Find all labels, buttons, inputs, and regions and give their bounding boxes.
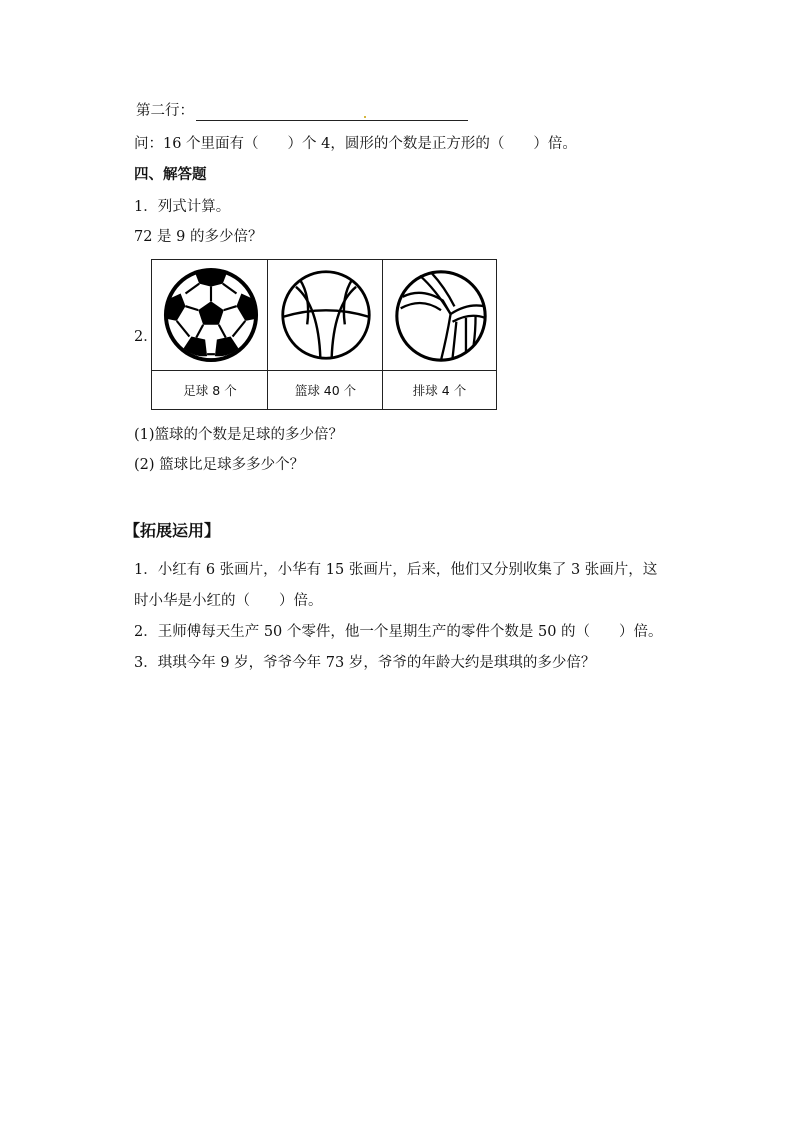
mark-dot bbox=[364, 116, 366, 118]
q1-title: 1．列式计算。 bbox=[134, 199, 231, 215]
q2-sub2: (2) 篮球比足球多多少个？ bbox=[134, 457, 305, 473]
ext-p1-line1: 1．小红有 6 张画片，小华有 15 张画片，后来，他们又分别收集了 3 张画片，这 bbox=[134, 562, 658, 578]
section-heading: 四、解答题 bbox=[134, 167, 207, 183]
soccer-ball-icon bbox=[162, 266, 260, 364]
ext-p1-line2: 时小华是小红的（ ）倍。 bbox=[134, 593, 323, 609]
row2-line bbox=[136, 101, 468, 121]
soccer-caption: 足球 8 个 bbox=[183, 383, 237, 398]
extension-heading: 【拓展运用】 bbox=[124, 521, 221, 540]
q2-sub1: (1)篮球的个数是足球的多少倍？ bbox=[134, 427, 344, 443]
question-16: 问：16 个里面有（ ）个 4，圆形的个数是正方形的（ ）倍。 bbox=[134, 136, 577, 152]
row2-label: 第二行： bbox=[136, 103, 194, 119]
volleyball-caption: 排球 4 个 bbox=[412, 383, 467, 398]
basketball-caption: 篮球 40 个 bbox=[294, 383, 357, 398]
ext-p2: 2．王师傅每天生产 50 个零件，他一个星期生产的零件个数是 50 的（ ）倍。 bbox=[134, 624, 663, 640]
volleyball-icon bbox=[393, 268, 489, 364]
basketball-icon bbox=[279, 268, 373, 362]
ext-p3: 3．琪琪今年 9 岁，爷爷今年 73 岁，爷爷的年龄大约是琪琪的多少倍？ bbox=[134, 655, 596, 671]
row2-answer-field[interactable] bbox=[196, 106, 468, 121]
q2-number: 2． bbox=[134, 329, 158, 345]
q1-text: 72 是 9 的多少倍？ bbox=[134, 229, 263, 245]
balls-table bbox=[151, 259, 497, 410]
